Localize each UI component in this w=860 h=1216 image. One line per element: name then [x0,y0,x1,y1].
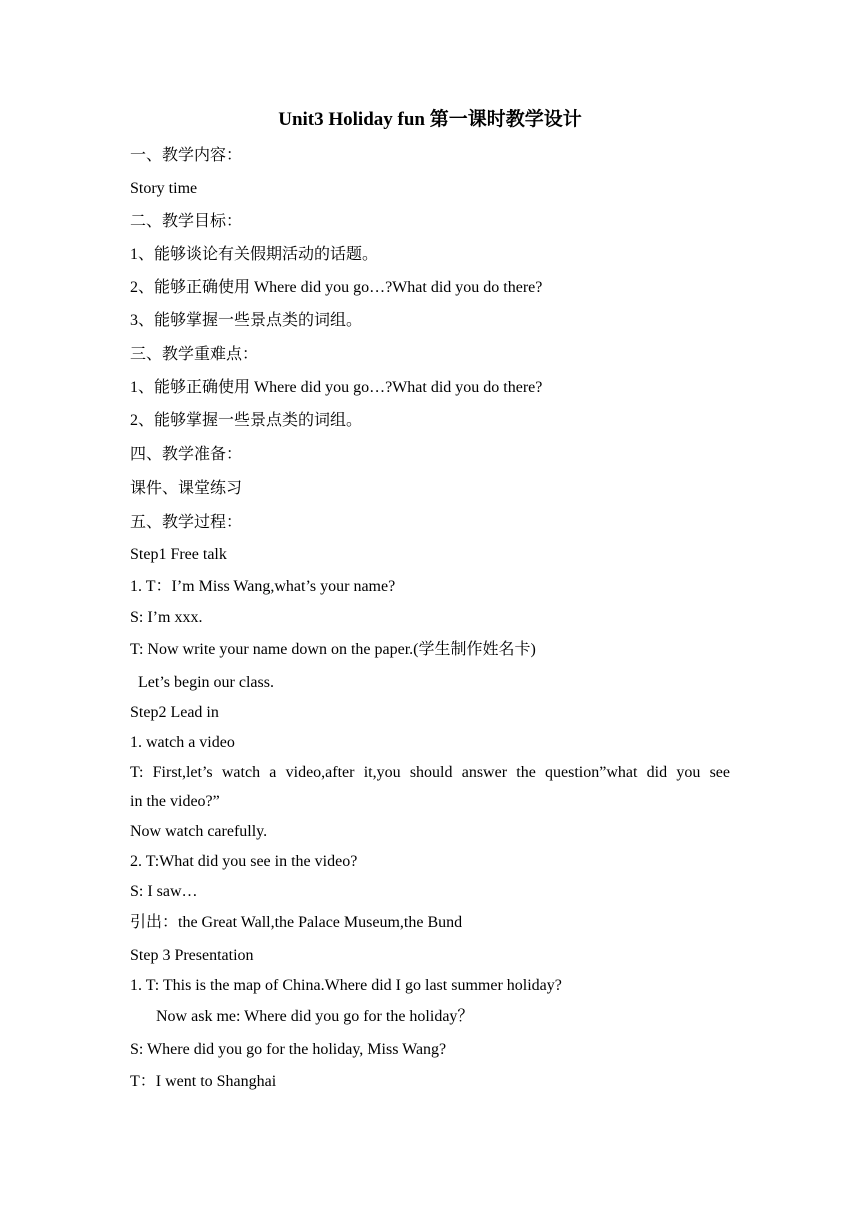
document-title: Unit3 Holiday fun 第一课时教学设计 [278,109,582,130]
text-line: 课件、课堂练习 [130,480,243,497]
section-heading-key-points: 三、教学重难点： [130,346,259,363]
text-line: 1、能够正确使用 Where did you go…?What did you do there? [130,379,543,396]
text-line: 2、能够正确使用 Where did you go…?What did you do there? [130,279,543,296]
text-line: S: Where did you go for the holiday, Miss Wang? [130,1041,447,1058]
text-line: 2、能够掌握一些景点类的词组。 [130,412,363,429]
text-line: 1. watch a video [130,734,235,751]
text-line: Now watch carefully. [130,823,268,840]
step-heading: Step2 Lead in [130,704,219,721]
section-heading-objectives: 二、教学目标： [130,213,243,230]
text-line: T: First,let’s watch a video,after it,you should answer the question”what did you see [130,764,730,781]
text-line: 2. T:What did you see in the video? [130,853,358,870]
section-heading-preparation: 四、教学准备： [130,446,243,463]
section-heading-content: 一、教学内容： [130,147,243,164]
text-line: in the video?” [130,793,220,810]
text-line: T：I went to Shanghai [130,1073,277,1090]
section-heading-procedure: 五、教学过程： [130,514,243,531]
text-line: 1、能够谈论有关假期活动的话题。 [130,246,379,263]
text-line: Now ask me: Where did you go for the holiday？ [156,1008,474,1025]
text-line: T: Now write your name down on the paper.(学生制作姓名卡) [130,641,536,658]
text-line: 3、能够掌握一些景点类的词组。 [130,312,363,329]
text-line: 1. T：I’m Miss Wang,what’s your name? [130,578,396,595]
text-line: S: I’m xxx. [130,609,203,626]
text-line: Let’s begin our class. [138,674,274,691]
text-line: Story time [130,180,198,197]
text-line: 引出：the Great Wall,the Palace Museum,the Bund [130,914,463,931]
text-line: 1. T: This is the map of China.Where did I go last summer holiday? [130,977,562,994]
step-heading: Step1 Free talk [130,546,227,563]
text-line: S: I saw… [130,883,198,900]
step-heading: Step 3 Presentation [130,947,254,964]
